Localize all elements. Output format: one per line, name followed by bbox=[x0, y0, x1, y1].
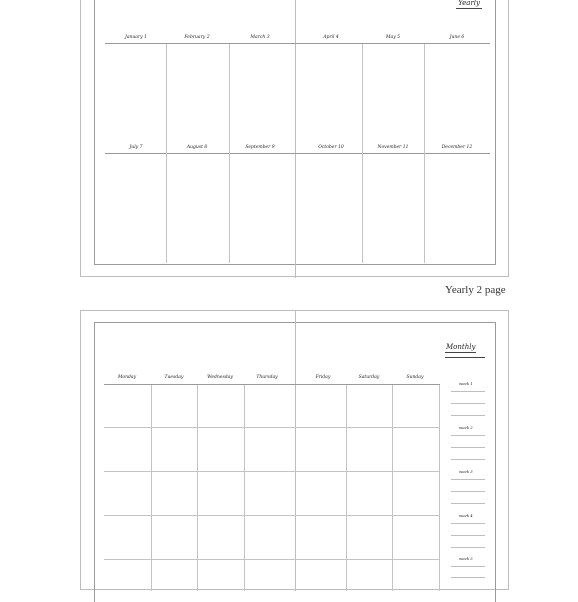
month-column-divider bbox=[362, 44, 363, 263]
month-label: October 10 bbox=[318, 145, 344, 150]
week-note-line bbox=[451, 479, 485, 480]
weekday-label: Saturday bbox=[358, 375, 380, 380]
week-label: week 5 bbox=[459, 556, 473, 561]
week-note-line bbox=[451, 435, 485, 436]
week-label: week 4 bbox=[459, 513, 473, 518]
weekday-label: Tuesday bbox=[164, 375, 184, 380]
month-label: December 12 bbox=[441, 145, 473, 150]
monthly-title-rule bbox=[445, 357, 485, 358]
month-column-divider bbox=[424, 44, 425, 263]
month-row-rule bbox=[105, 43, 490, 44]
week-note-line bbox=[451, 415, 485, 416]
weekday-label: Monday bbox=[117, 375, 137, 380]
day-column-divider bbox=[244, 385, 245, 591]
month-label: January 1 bbox=[125, 35, 147, 40]
day-column-divider bbox=[197, 385, 198, 591]
month-label: August 8 bbox=[186, 145, 208, 150]
month-label: May 5 bbox=[385, 35, 401, 40]
week-note-line bbox=[451, 547, 485, 548]
day-column-divider bbox=[439, 385, 440, 591]
calendar-row-line bbox=[104, 559, 440, 560]
weekday-label: Friday bbox=[315, 375, 331, 380]
weekday-label: Sunday bbox=[406, 375, 424, 380]
month-column-divider bbox=[166, 44, 167, 263]
month-label: November 11 bbox=[377, 145, 409, 150]
day-column-divider bbox=[392, 385, 393, 591]
week-label: week 2 bbox=[459, 425, 473, 430]
month-label: February 2 bbox=[184, 35, 210, 40]
calendar-row-line bbox=[104, 515, 440, 516]
week-label: week 3 bbox=[459, 469, 473, 474]
week-note-line bbox=[451, 523, 485, 524]
weekday-header-rule bbox=[104, 384, 440, 385]
yearly-spine bbox=[295, 0, 296, 278]
monthly-spine bbox=[295, 311, 296, 591]
yearly-planner-spread bbox=[80, 0, 509, 277]
day-column-divider bbox=[151, 385, 152, 591]
week-note-line bbox=[451, 447, 485, 448]
monthly-title: Monthly bbox=[446, 343, 476, 351]
monthly-planner-spread bbox=[80, 310, 509, 590]
week-note-line bbox=[451, 503, 485, 504]
day-column-divider bbox=[346, 385, 347, 591]
calendar-row-line bbox=[104, 471, 440, 472]
calendar-row-line bbox=[104, 427, 440, 428]
week-note-line bbox=[451, 459, 485, 460]
yearly-title: Yearly bbox=[458, 0, 480, 7]
week-note-line bbox=[451, 491, 485, 492]
week-note-line bbox=[451, 566, 485, 567]
month-column-divider bbox=[229, 44, 230, 263]
month-label: April 4 bbox=[323, 35, 339, 40]
weekday-label: Thursday bbox=[256, 375, 278, 380]
week-note-line bbox=[451, 535, 485, 536]
week-note-line bbox=[451, 403, 485, 404]
weekday-label: Wednesday bbox=[207, 375, 233, 380]
month-label: June 6 bbox=[449, 35, 465, 40]
month-label: March 3 bbox=[250, 35, 270, 40]
month-row-rule bbox=[105, 153, 490, 154]
week-note-line bbox=[451, 391, 485, 392]
month-label: September 9 bbox=[245, 145, 275, 150]
week-label: week 1 bbox=[459, 381, 473, 386]
month-label: July 7 bbox=[129, 145, 143, 150]
spread-caption: Yearly 2 page bbox=[445, 284, 506, 296]
